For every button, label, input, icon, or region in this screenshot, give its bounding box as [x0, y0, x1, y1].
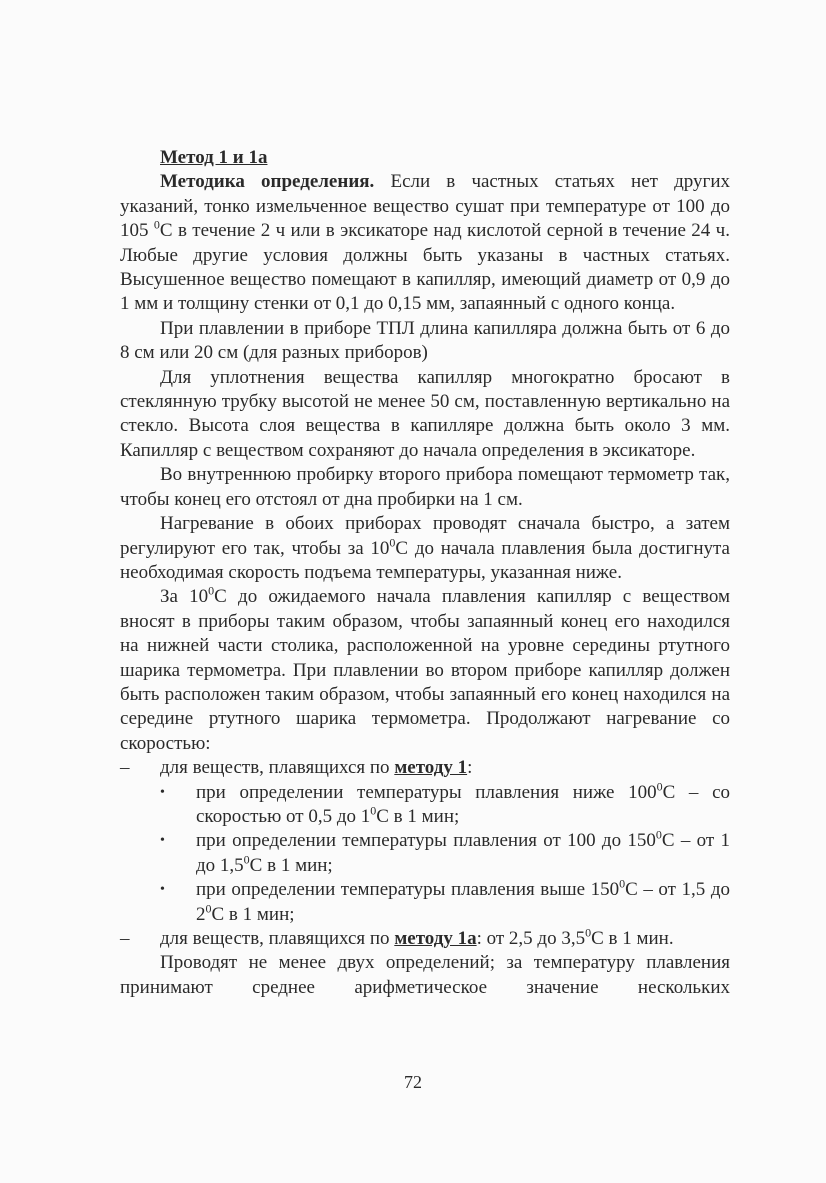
page-number: 72 [404, 1072, 422, 1092]
list-item-rate-100-150: • при определении температуры плавления от 100 до $150^0С$ – от 1 до $1,5^0С$ в 1 мин; [160, 828, 730, 876]
bullet-marker: • [160, 882, 165, 898]
paragraph-thermometer: Во внутреннюю пробирку второго прибора помещают термометр так, чтобы конец его отстоял от дна пробирки на 1 см. [120, 464, 730, 510]
paragraph-heating: Нагревание в обоих приборах проводят сначала быстро, а затем регулируют его так, чтобы за $10^0С$ до начала плавления была достигнута необходимая скорость подъема температуры, указанная ниже. [120, 513, 730, 583]
list-item-rate-above-150: • при определении температуры плавления выше $150^0С$ – от 1,5 до $2^0С$ в 1 мин; [160, 876, 730, 925]
section-heading: Метод 1 и 1а [160, 147, 268, 168]
method-1a-link[interactable]: методу 1а [394, 928, 477, 949]
lead-term: Методика определения. [160, 171, 375, 193]
paragraph-tpl: При плавлении в приборе ТПЛ длина капилляра должна быть от 6 до 8 см или 20 см (для разных приборов) [120, 317, 730, 364]
list-item-method-1: – для веществ, плавящихся по методу 1: [120, 756, 730, 780]
paragraph-determinations: Проводят не менее двух определений; за температуру плавления принимают среднее арифметическое значение нескольких [120, 952, 730, 998]
dash-marker: – [120, 757, 130, 779]
paragraph-method: Методика определения. Если в частных статьях нет других указаний, тонко измельченное вещество сушат при температуре от 100 до 105 $^0$С в течение 2 ч или в эксикаторе над кислотой серной в течение 24 ч. Любые другие условия должны быть указаны в частных статьях. Высушенное вещество помещают в капилляр, имеющий диаметр от 0,9 до 1 мм и толщину стенки от 0,1 до 0,15 мм, запаянный с одного конца. [120, 171, 730, 315]
dash-marker: – [120, 928, 130, 949]
method-1-link[interactable]: методу 1 [394, 757, 468, 779]
bullet-marker: • [160, 784, 165, 800]
bullet-marker: • [160, 833, 165, 849]
list-item-method-1a: – для веществ, плавящихся по методу 1а: от 2,5 до $3,5^0С$ в 1 мин. [120, 927, 730, 951]
list-item-rate-below-100: • при определении температуры плавления ниже $100^0С$ – со скоростью от 0,5 до $1^0С$ в 1 мин; [160, 779, 731, 827]
paragraph-compaction: Для уплотнения вещества капилляр многократно бросают в стеклянную трубку высотой не менее 50 см, поставленную вертикально на стекло. Высота слоя вещества в капилляре должна быть около 3 мм. Капилляр с веществом сохраняют до начала определения в эксикаторе. [120, 366, 730, 461]
paragraph-capillary: За $10^0С$ до ожидаемого начала плавления капилляр с веществом вносят в приборы таким образом, чтобы запаянный конец его находился на нижней части столика, расположенной на уровне середины ртутного шарика термометра. При плавлении во втором приборе капилляр должен быть расположен таким образом, чтобы запаянный его конец находился на середине ртутного шарика термометра. Продолжают нагревание со скоростью: [120, 583, 730, 754]
page-body [120, 146, 730, 1000]
